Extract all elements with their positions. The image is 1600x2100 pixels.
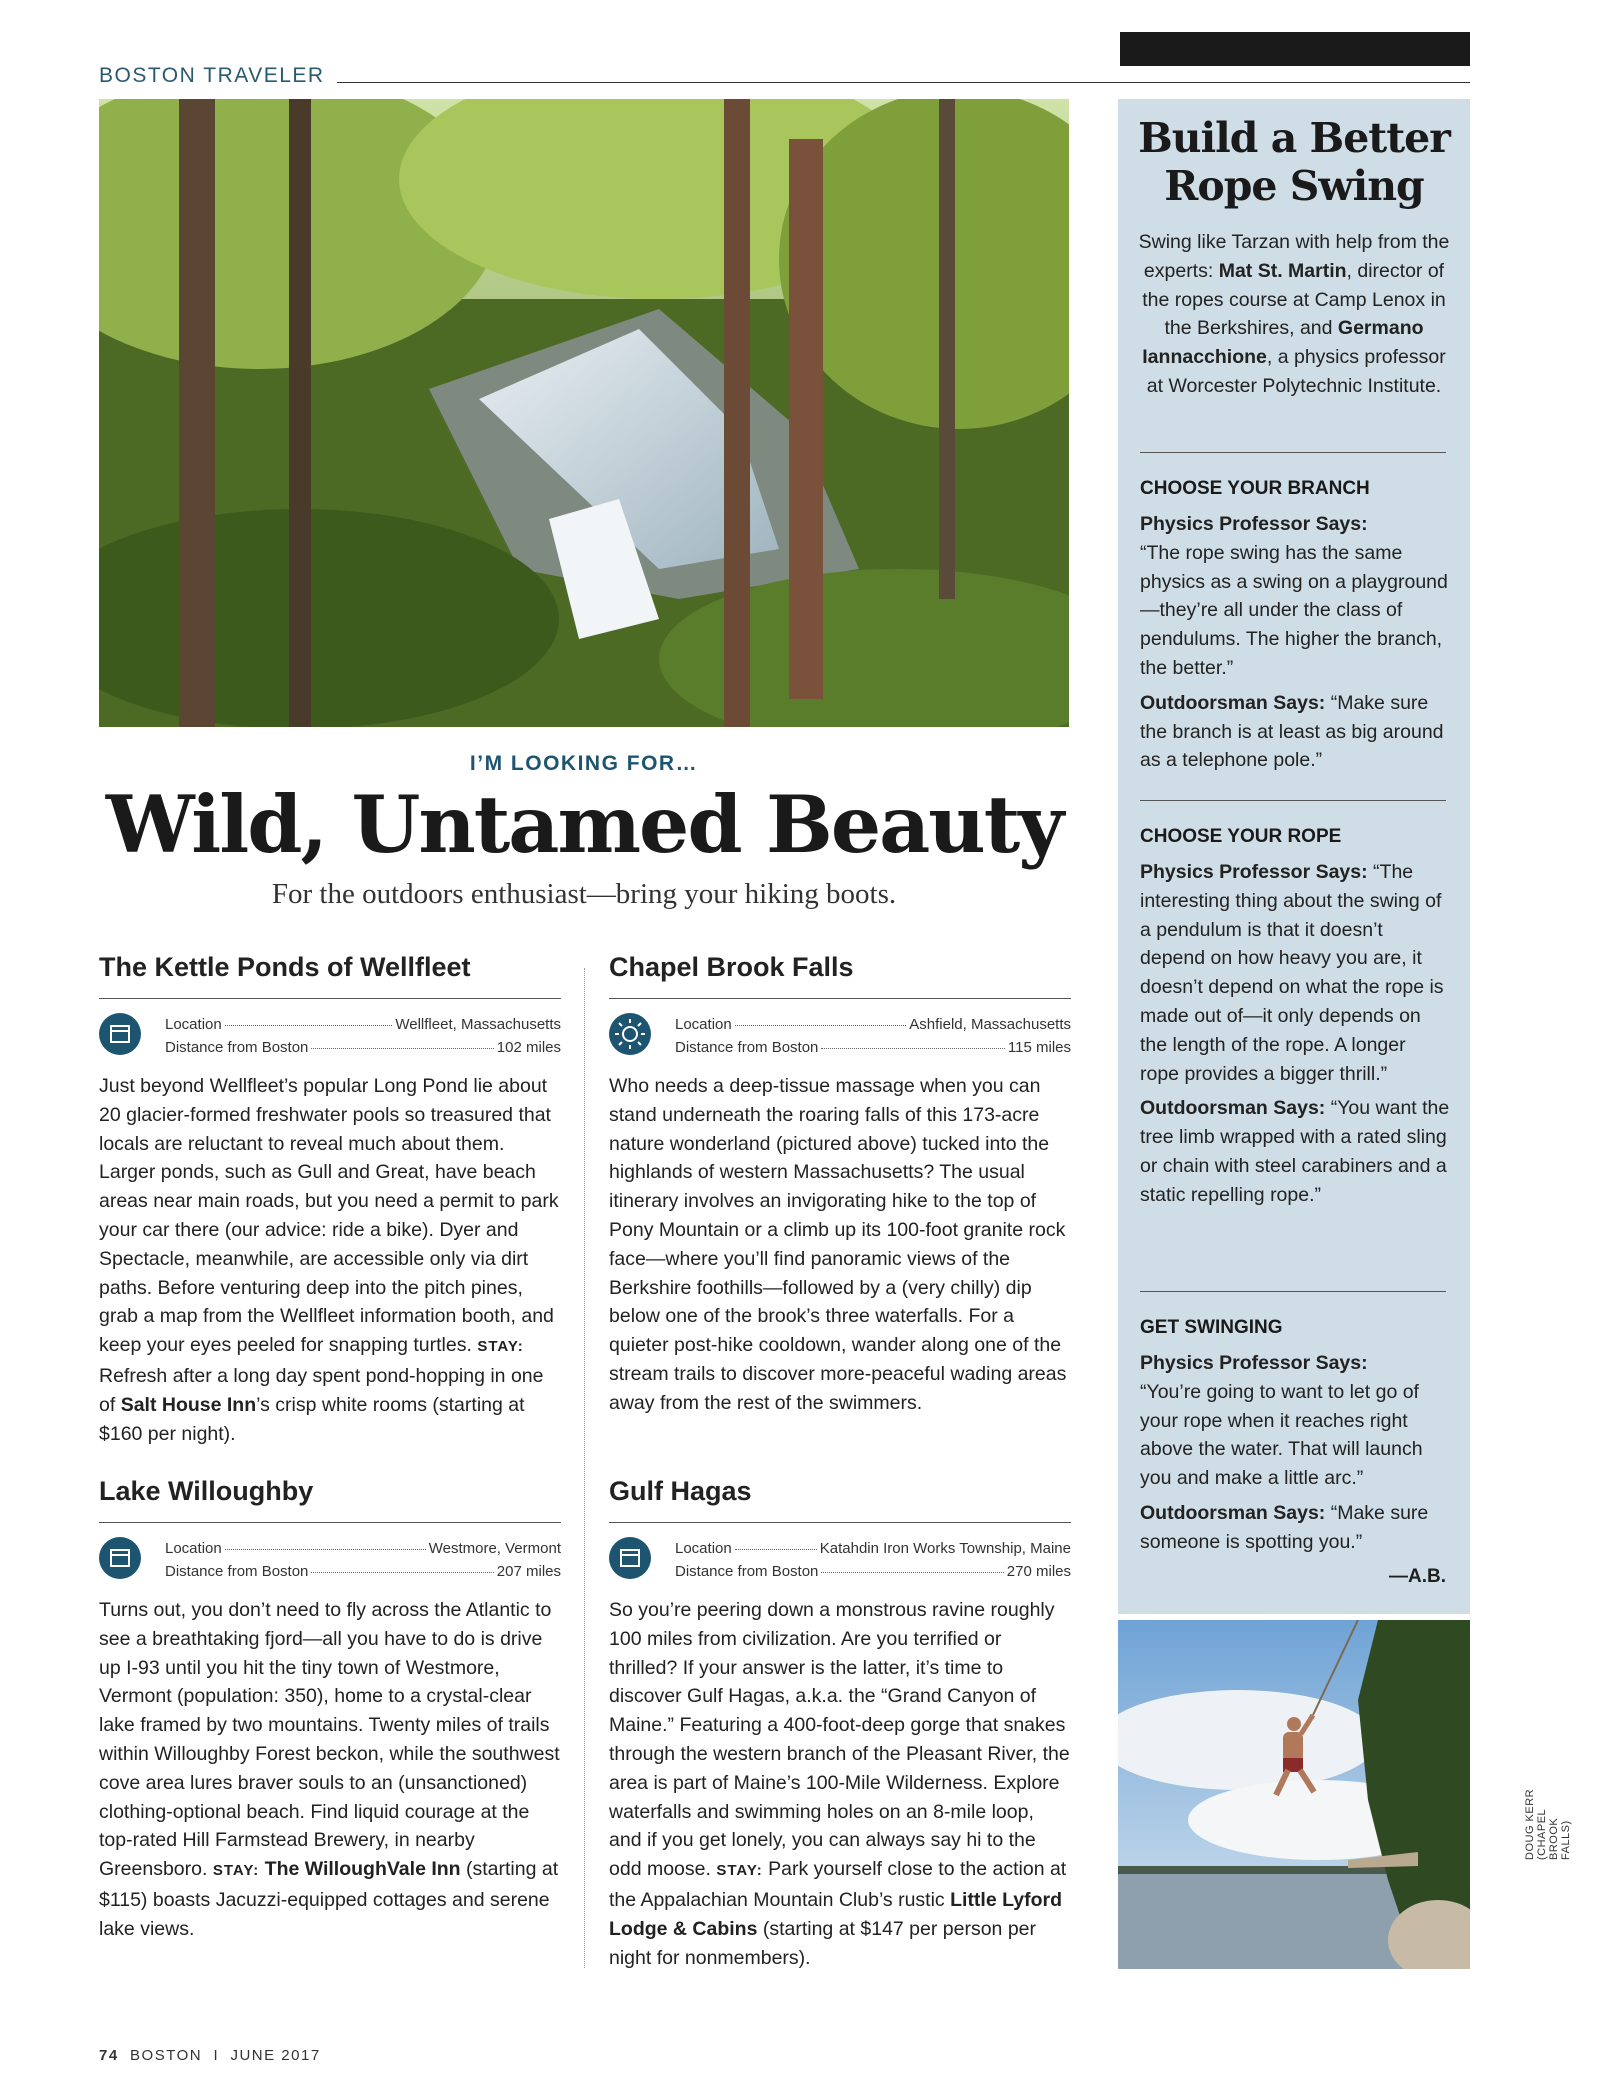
distance-value: 207 miles <box>496 1563 561 1580</box>
sidebar-heading: CHOOSE YOUR BRANCH <box>1140 478 1370 499</box>
location-value: Westmore, Vermont <box>428 1540 561 1557</box>
header-rule <box>337 82 1470 83</box>
article-meta <box>609 1523 1071 1587</box>
article-title: Chapel Brook Falls <box>609 952 1071 999</box>
column-divider <box>584 968 585 1968</box>
sidebar-heading: CHOOSE YOUR ROPE <box>1140 826 1342 847</box>
photo-credit: DOUG KERR (CHAPEL BROOK FALLS) <box>1524 1788 1572 1860</box>
article-lake-willoughby <box>99 1476 561 1944</box>
sidebar-section-body: Physics Professor Says: “The rope swing has the same physics as a swing on a playground—they’re all under the class of pendulums. The higher the branch, the better.” Outdoorsman Says: “Make sure the branch is at least as big around as a telephone pole.” <box>1140 513 1448 772</box>
distance-label: Distance from Boston <box>675 1563 819 1580</box>
article-chapel-brook <box>609 952 1071 1418</box>
distance-label: Distance from Boston <box>165 1039 309 1056</box>
distance-label: Distance from Boston <box>165 1563 309 1580</box>
sidebar-rule <box>1140 800 1446 801</box>
sidebar-signature: —A.B. <box>1389 1566 1446 1587</box>
article-body: So you’re peering down a monstrous ravine roughly 100 miles from civilization. Are you terrified or thrilled? If your answer is the latter, it’s time to discover Gulf Hagas, a.k.a. the “Grand Canyon of Maine.” Featuring a 400-foot-deep gorge that snakes through the western branch of the Pleasant River, the area is part of Maine’s 100-Mile Wilderness. Explore waterfalls and swimming holes on an 8-mile loop, and if you get lonely, you can always say hi to the odd moose. STAY: Park yourself close to the action at the Appalachian Mountain Club’s rustic Little Lyford Lodge & Cabins (starting at $147 per person per night for nonmembers). <box>609 1599 1070 1969</box>
section-label: BOSTON TRAVELER <box>99 64 325 87</box>
location-value: Wellfleet, Massachusetts <box>395 1016 561 1033</box>
kicker: I’M LOOKING FOR… <box>469 752 699 775</box>
hero-photo-waterfall <box>99 99 1069 727</box>
article-body: Turns out, you don’t need to fly across the Atlantic to see a breathtaking fjord—all you have to do is drive up I-93 until you hit the tiny town of Westmore, Vermont (population: 350), home to a crystal-clear lake framed by two mountains. Twenty miles of trails within Willoughby Forest beckon, while the southwest cove area lures braver souls to an (unsanctioned) clothing-optional beach. Find liquid courage at the top-rated Hill Farmstead Brewery, in nearby Greensboro. STAY: The WilloughVale Inn (starting at $115) boasts Jacuzzi-equipped cottages and serene lake views. <box>99 1599 560 1940</box>
calendar-icon <box>99 1013 141 1055</box>
distance-value: 102 miles <box>496 1039 561 1056</box>
header-bar <box>1120 32 1470 66</box>
distance-value: 115 miles <box>1007 1039 1071 1056</box>
article-body: Who needs a deep-tissue massage when you can stand underneath the roaring falls of this 173-acre nature wonderland (pictured above) tucked into the highlands of western Massachusetts? The usual itinerary involves an invigorating hike to the top of Pony Mountain or a climb up its 100-foot granite rock face—where you’ll find panoramic views of the Berkshire foothills—followed by a (very chilly) dip below one of the brook’s three waterfalls. For a quieter post-hike cooldown, wander along one of the stream trails to discover more-peaceful wading areas away from the rest of the swimmers. <box>609 1075 1067 1414</box>
distance-label: Distance from Boston <box>675 1039 819 1056</box>
calendar-icon <box>609 1537 651 1579</box>
article-gulf-hagas <box>609 1476 1071 1972</box>
location-label: Location <box>675 1540 732 1557</box>
distance-value: 270 miles <box>1006 1563 1071 1580</box>
page-number: 74 <box>99 2047 119 2064</box>
sidebar-rule <box>1140 452 1446 453</box>
sun-icon <box>609 1013 651 1055</box>
article-title: Gulf Hagas <box>609 1476 1071 1523</box>
article-body: Just beyond Wellfleet’s popular Long Pond lie about 20 glacier-formed freshwater pools so treasured that locals are reluctant to reveal much about them. Larger ponds, such as Gull and Great, have beach areas near main roads, but you need a permit to park your car there (our advice: ride a bike). Dyer and Spectacle, meanwhile, are accessible only via dirt paths. Before venturing deep into the pitch pines, grab a map from the Wellfleet information booth, and keep your eyes peeled for snapping turtles. STAY: Refresh after a long day spent pond-hopping in one of Salt House Inn’s crisp white rooms (starting at $160 per night). <box>99 1075 559 1445</box>
location-label: Location <box>165 1016 222 1033</box>
article-meta <box>99 1523 561 1587</box>
location-label: Location <box>675 1016 732 1033</box>
deck: For the outdoors enthusiast—bring your hiking boots. <box>271 878 897 910</box>
location-label: Location <box>165 1540 222 1557</box>
article-title: The Kettle Ponds of Wellfleet <box>99 952 561 999</box>
sidebar-section-body: Physics Professor Says: “You’re going to want to let go of your rope when it reaches right above the water. That will launch you and make a little arc.” Outdoorsman Says: “Make sure someone is spotting you.” <box>1140 1352 1429 1553</box>
rope-swing-photo <box>1118 1620 1470 1969</box>
sidebar-title: Build a Better Rope Swing <box>1138 114 1450 210</box>
sidebar-heading: GET SWINGING <box>1140 1317 1283 1338</box>
sidebar-rule <box>1140 1291 1446 1292</box>
article-meta <box>99 999 561 1063</box>
calendar-icon <box>99 1537 141 1579</box>
location-value: Ashfield, Massachusetts <box>909 1016 1071 1033</box>
folio: 74 BOSTON I JUNE 2017 <box>99 2047 321 2064</box>
article-meta <box>609 999 1071 1063</box>
headline: Wild, Untamed Beauty <box>105 778 1063 871</box>
sidebar-section-body: Physics Professor Says: “The interesting thing about the swing of a pendulum is that it doesn’t depend on how heavy you are, it doesn’t depend on what the rope is made out of—it only depends on the length of the rope. A longer rope provides a bigger thrill.” Outdoorsman Says: “You want the tree limb wrapped with a rated sling or chain with steel carabiners and a static repelling rope.” <box>1140 861 1450 1206</box>
sidebar-intro: Swing like Tarzan with help from the experts: Mat St. Martin, director of the ropes course at Camp Lenox in the Berkshires, and Germano Iannacchione, a physics professor at Worcester Polytechnic Institute. <box>1138 231 1450 397</box>
article-kettle-ponds <box>99 952 561 1448</box>
location-value: Katahdin Iron Works Township, Maine <box>819 1540 1071 1557</box>
article-title: Lake Willoughby <box>99 1476 561 1523</box>
